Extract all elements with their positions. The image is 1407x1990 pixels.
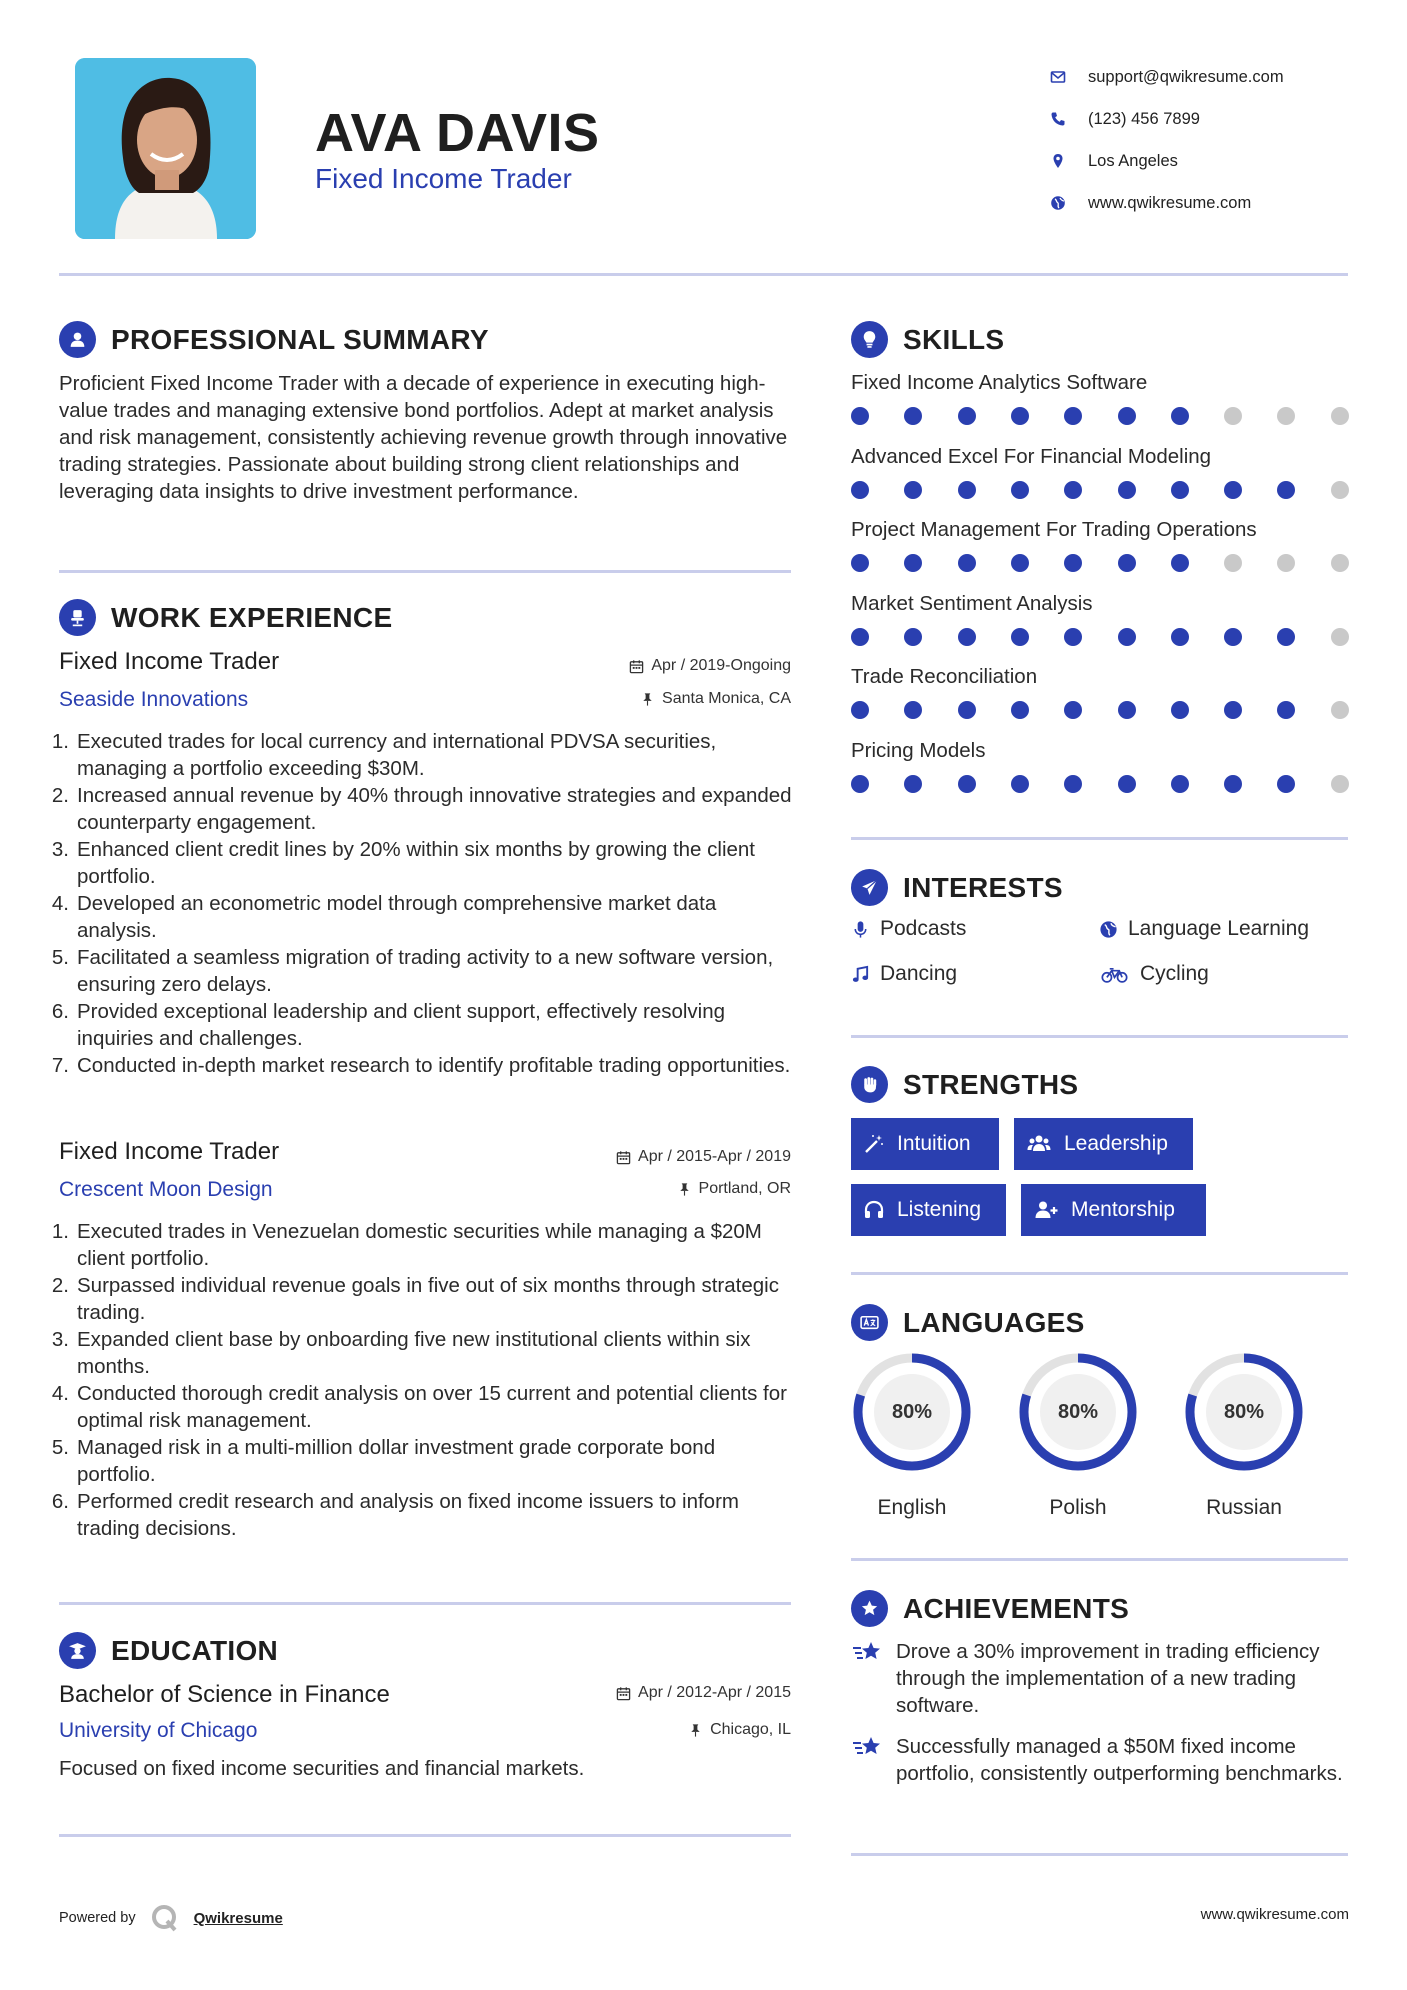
rating-dot-filled <box>1224 775 1242 793</box>
skill-item <box>851 445 1351 503</box>
calendar-icon <box>616 1686 631 1701</box>
contact-website[interactable] <box>1050 182 1284 224</box>
graduate-icon <box>59 1632 96 1669</box>
bullet-text: Developed an econometric model through comprehensive market data analysis. <box>77 892 717 942</box>
rating-dot-filled <box>1011 775 1029 793</box>
rating-dot-filled <box>1011 407 1029 425</box>
bullet-text: Expanded client base by onboarding five new institutional clients within six months. <box>77 1328 751 1378</box>
rating-dot-empty <box>1277 407 1295 425</box>
job-bullet <box>51 836 794 890</box>
rating-dot-filled <box>1064 481 1082 499</box>
qwikresume-logo-icon <box>150 1903 180 1933</box>
interest-dancing <box>851 962 957 986</box>
strength-leadership <box>1014 1118 1193 1170</box>
header-divider <box>59 273 1348 276</box>
rating-dot-filled <box>1224 701 1242 719</box>
bullet-number: 2. <box>51 784 69 807</box>
education-divider <box>59 1834 791 1837</box>
skill-item <box>851 371 1351 429</box>
interest-language-learning <box>1099 917 1309 941</box>
bullet-text: Conducted in-depth market research to identify profitable trading opportunities. <box>77 1054 791 1077</box>
contact-email-text: support@qwikresume.com <box>1088 67 1284 86</box>
summary-divider <box>59 570 791 573</box>
rating-dot-filled <box>851 554 869 572</box>
language-name: Polish <box>1049 1496 1107 1519</box>
job-bullet <box>51 944 794 998</box>
skill-item <box>851 592 1351 650</box>
language-card-icon <box>851 1304 888 1341</box>
education-heading <box>59 1632 278 1669</box>
language-name: Russian <box>1206 1496 1282 1519</box>
contact-location-text: Los Angeles <box>1088 151 1178 170</box>
powered-by <box>59 1903 283 1933</box>
rating-dot-filled <box>904 701 922 719</box>
job-bullet <box>51 1052 794 1079</box>
languages-divider <box>851 1558 1348 1561</box>
rating-dot-filled <box>1118 407 1136 425</box>
language-name: English <box>877 1496 947 1519</box>
pushpin-icon <box>640 692 655 707</box>
interest-cycling <box>1099 962 1209 986</box>
profile-photo <box>75 58 256 239</box>
job-2-date-text: Apr / 2015-Apr / 2019 <box>638 1148 791 1165</box>
education-title: EDUCATION <box>111 1634 279 1666</box>
fist-icon <box>851 1066 888 1103</box>
rating-dot-filled <box>1064 628 1082 646</box>
interest-podcasts <box>851 917 966 941</box>
user-plus-icon <box>1033 1199 1059 1221</box>
job-bullet <box>51 728 794 782</box>
job-1-company: Seaside Innovations <box>59 688 249 711</box>
bullet-text: Facilitated a seamless migration of trading activity to a new software version, ensuring zero delays. <box>77 946 774 996</box>
skill-name: Trade Reconciliation <box>851 665 1038 688</box>
achievement-text: Drove a 30% improvement in trading efficiency through the implementation of a new trading software. <box>896 1640 1320 1717</box>
candidate-name: AVA DAVIS <box>315 103 600 163</box>
microphone-icon <box>851 920 870 939</box>
school-name: University of Chicago <box>59 1719 258 1742</box>
bullet-number: 1. <box>51 1220 69 1243</box>
skill-name: Advanced Excel For Financial Modeling <box>851 444 1212 468</box>
experience-heading <box>59 599 392 636</box>
interests-divider <box>851 1035 1348 1038</box>
rating-dot-filled <box>1118 554 1136 572</box>
skill-rating <box>851 628 1351 650</box>
job-bullet <box>51 1488 794 1542</box>
rating-dot-filled <box>1277 775 1295 793</box>
contact-phone-text: (123) 456 7899 <box>1088 109 1200 128</box>
strength-intuition-label: Intuition <box>897 1132 971 1155</box>
job-bullet <box>51 890 794 944</box>
skills-heading <box>851 321 1004 358</box>
strength-leadership-label: Leadership <box>1064 1132 1168 1155</box>
job-1-location-text: Santa Monica, CA <box>662 690 791 707</box>
rating-dot-filled <box>1277 481 1295 499</box>
bullet-number: 5. <box>51 946 69 969</box>
language-item <box>850 1350 974 1520</box>
language-item <box>1016 1350 1140 1520</box>
rating-dot-filled <box>1171 701 1189 719</box>
bullet-number: 7. <box>51 1054 69 1077</box>
experience-divider <box>59 1602 791 1605</box>
skill-name: Pricing Models <box>851 738 986 762</box>
rating-dot-filled <box>851 481 869 499</box>
bullet-text: Executed trades for local currency and international PDVSA securities, managing a portfolio exceeding $30M. <box>77 730 717 780</box>
bullet-number: 1. <box>51 730 69 753</box>
candidate-role: Fixed Income Trader <box>315 163 572 194</box>
magic-wand-icon <box>863 1133 885 1155</box>
job-2-location-text: Portland, OR <box>698 1180 791 1197</box>
interest-language-learning-label: Language Learning <box>1128 917 1310 940</box>
bullet-number: 6. <box>51 1490 69 1513</box>
star-badge-icon <box>851 1590 888 1627</box>
strength-mentorship <box>1021 1184 1206 1236</box>
rating-dot-filled <box>904 481 922 499</box>
contact-email[interactable] <box>1050 56 1284 98</box>
bullet-text: Performed credit research and analysis on fixed income issuers to inform trading decisions. <box>77 1490 739 1540</box>
rating-dot-filled <box>1064 701 1082 719</box>
achievements-divider <box>851 1853 1348 1856</box>
rating-dot-filled <box>1011 554 1029 572</box>
rating-dot-filled <box>1064 407 1082 425</box>
rating-dot-filled <box>1118 628 1136 646</box>
rating-dot-filled <box>1118 775 1136 793</box>
interest-cycling-label: Cycling <box>1140 962 1209 985</box>
contact-phone[interactable] <box>1050 98 1284 140</box>
skills-divider <box>851 837 1348 840</box>
job-2-location <box>677 1180 791 1198</box>
rating-dot-filled <box>904 775 922 793</box>
rating-dot-empty <box>1331 481 1349 499</box>
rating-dot-filled <box>958 628 976 646</box>
envelope-icon <box>1050 69 1088 85</box>
bullet-text: Managed risk in a multi-million dollar investment grade corporate bond portfolio. <box>77 1436 716 1486</box>
skill-rating <box>851 701 1351 723</box>
skill-item <box>851 665 1351 723</box>
bullet-text: Surpassed individual revenue goals in five out of six months through strategic trading. <box>77 1274 779 1324</box>
job-bullet <box>51 1434 794 1488</box>
achievements-title: ACHIEVEMENTS <box>903 1592 1130 1624</box>
rating-dot-empty <box>1331 628 1349 646</box>
office-chair-icon <box>59 599 96 636</box>
job-2-title: Fixed Income Trader <box>59 1138 280 1165</box>
job-bullet <box>51 1218 794 1272</box>
rating-dot-filled <box>1171 481 1189 499</box>
bullet-text: Executed trades in Venezuelan domestic securities while managing a $20M client portfolio. <box>77 1220 762 1270</box>
rating-dot-filled <box>1171 554 1189 572</box>
skill-name: Project Management For Trading Operations <box>851 518 1257 541</box>
language-item <box>1182 1350 1306 1520</box>
strength-intuition <box>851 1118 999 1170</box>
star-icon <box>851 1733 883 1763</box>
rating-dot-filled <box>1011 481 1029 499</box>
skill-item <box>851 739 1351 797</box>
job-1-bullets <box>51 728 794 1079</box>
music-note-icon <box>851 965 870 984</box>
powered-by-label: Powered by <box>59 1910 136 1926</box>
summary-title: PROFESSIONAL SUMMARY <box>111 323 489 355</box>
skills-title: SKILLS <box>903 323 1005 355</box>
rating-dot-filled <box>1118 701 1136 719</box>
interests-heading <box>851 869 1063 906</box>
job-1-title: Fixed Income Trader <box>59 648 280 675</box>
skill-rating <box>851 407 1351 429</box>
bullet-number: 6. <box>51 1000 69 1023</box>
rating-dot-filled <box>958 554 976 572</box>
rating-dot-filled <box>1224 481 1242 499</box>
bullet-number: 4. <box>51 892 69 915</box>
rating-dot-filled <box>851 407 869 425</box>
skill-rating <box>851 554 1351 576</box>
bullet-text: Increased annual revenue by 40% through innovative strategies and expanded counterparty engagement. <box>77 784 792 834</box>
achievements-heading <box>851 1590 1129 1627</box>
contact-list <box>1050 56 1284 224</box>
experience-title: WORK EXPERIENCE <box>111 601 393 633</box>
job-bullet <box>51 782 794 836</box>
phone-icon <box>1050 111 1088 127</box>
job-2-date <box>616 1148 791 1166</box>
calendar-icon <box>616 1150 631 1165</box>
interest-dancing-label: Dancing <box>880 962 958 985</box>
strengths-heading <box>851 1066 1078 1103</box>
strength-mentorship-label: Mentorship <box>1071 1198 1175 1221</box>
rating-dot-filled <box>851 701 869 719</box>
rating-dot-filled <box>958 701 976 719</box>
bullet-text: Conducted thorough credit analysis on over 15 current and potential clients for optimal risk management. <box>77 1382 787 1432</box>
rating-dot-empty <box>1331 775 1349 793</box>
map-pin-icon <box>1050 153 1088 169</box>
education-description: Focused on fixed income securities and financial markets. <box>59 1757 585 1780</box>
strength-listening-label: Listening <box>897 1198 982 1221</box>
rating-dot-empty <box>1331 701 1349 719</box>
paper-plane-icon <box>851 869 888 906</box>
job-2-bullets <box>51 1218 794 1542</box>
rating-dot-filled <box>1064 554 1082 572</box>
job-1-location <box>640 690 791 708</box>
rating-dot-filled <box>851 775 869 793</box>
achievement-text: Successfully managed a $50M fixed income portfolio, consistently outperforming benchmarks. <box>896 1735 1343 1785</box>
education-date <box>616 1684 791 1702</box>
education-date-text: Apr / 2012-Apr / 2015 <box>638 1684 791 1701</box>
rating-dot-filled <box>1171 775 1189 793</box>
rating-dot-filled <box>1277 628 1295 646</box>
interest-podcasts-label: Podcasts <box>880 917 967 940</box>
brand-link[interactable]: Qwikresume <box>193 1909 283 1927</box>
language-percent: 80% <box>1057 1400 1099 1423</box>
rating-dot-filled <box>1064 775 1082 793</box>
rating-dot-filled <box>1277 701 1295 719</box>
rating-dot-filled <box>904 407 922 425</box>
bullet-number: 5. <box>51 1436 69 1459</box>
globe-icon <box>1099 920 1118 939</box>
achievement-item <box>851 1638 1351 1719</box>
bullet-number: 3. <box>51 838 69 861</box>
rating-dot-filled <box>1011 701 1029 719</box>
bullet-number: 2. <box>51 1274 69 1297</box>
pushpin-icon <box>677 1182 692 1197</box>
footer-url[interactable]: www.qwikresume.com <box>1200 1906 1349 1923</box>
interests-title: INTERESTS <box>903 871 1063 903</box>
rating-dot-empty <box>1224 554 1242 572</box>
job-1-date <box>629 657 791 675</box>
rating-dot-empty <box>1331 407 1349 425</box>
rating-dot-filled <box>1224 628 1242 646</box>
rating-dot-filled <box>904 554 922 572</box>
bullet-text: Enhanced client credit lines by 20% within six months by growing the client portfolio. <box>77 838 755 888</box>
strength-listening <box>851 1184 1006 1236</box>
languages-title: LANGUAGES <box>903 1306 1085 1338</box>
education-location-text: Chicago, IL <box>710 1721 791 1738</box>
strengths-divider <box>851 1272 1348 1275</box>
rating-dot-filled <box>904 628 922 646</box>
job-bullet <box>51 1272 794 1326</box>
skill-item <box>851 518 1351 576</box>
achievement-item <box>851 1733 1351 1787</box>
globe-icon <box>1050 195 1088 211</box>
bullet-text: Provided exceptional leadership and client support, effectively resolving inquiries and challenges. <box>77 1000 726 1050</box>
degree-title: Bachelor of Science in Finance <box>59 1681 390 1708</box>
strengths-title: STRENGTHS <box>903 1068 1079 1100</box>
rating-dot-filled <box>1171 407 1189 425</box>
rating-dot-filled <box>958 407 976 425</box>
rating-dot-empty <box>1224 407 1242 425</box>
skill-name: Market Sentiment Analysis <box>851 591 1093 615</box>
rating-dot-filled <box>1118 481 1136 499</box>
calendar-icon <box>629 659 644 674</box>
job-2-company: Crescent Moon Design <box>59 1178 273 1201</box>
contact-location <box>1050 140 1284 182</box>
lightbulb-icon <box>851 321 888 358</box>
rating-dot-filled <box>1171 628 1189 646</box>
summary-heading <box>59 321 489 358</box>
rating-dot-filled <box>958 481 976 499</box>
headphones-icon <box>863 1199 885 1221</box>
rating-dot-filled <box>1011 628 1029 646</box>
rating-dot-empty <box>1277 554 1295 572</box>
language-percent: 80% <box>891 1400 933 1423</box>
language-percent: 80% <box>1223 1400 1265 1423</box>
job-bullet <box>51 1326 794 1380</box>
skill-rating <box>851 775 1351 797</box>
summary-text: Proficient Fixed Income Trader with a decade of experience in executing high-value trades and managing extensive bond portfolios. Adept at market analysis and risk management, consistently achieving revenue growth through innovative trading strategies. Passionate about building strong client relationships and leveraging data insights to drive investment performance. <box>59 372 788 503</box>
bullet-number: 3. <box>51 1328 69 1351</box>
rating-dot-filled <box>958 775 976 793</box>
star-icon <box>851 1638 883 1668</box>
bicycle-icon <box>1099 965 1130 984</box>
rating-dot-empty <box>1331 554 1349 572</box>
bullet-number: 4. <box>51 1382 69 1405</box>
education-location <box>688 1721 791 1739</box>
job-1-date-text: Apr / 2019-Ongoing <box>651 657 791 674</box>
rating-dot-filled <box>851 628 869 646</box>
contact-website-text: www.qwikresume.com <box>1088 193 1252 212</box>
languages-heading <box>851 1304 1085 1341</box>
user-icon <box>59 321 96 358</box>
job-bullet <box>51 1380 794 1434</box>
users-icon <box>1026 1133 1052 1155</box>
job-bullet <box>51 998 794 1052</box>
skill-rating <box>851 481 1351 503</box>
skill-name: Fixed Income Analytics Software <box>851 371 1148 394</box>
pushpin-icon <box>688 1723 703 1738</box>
